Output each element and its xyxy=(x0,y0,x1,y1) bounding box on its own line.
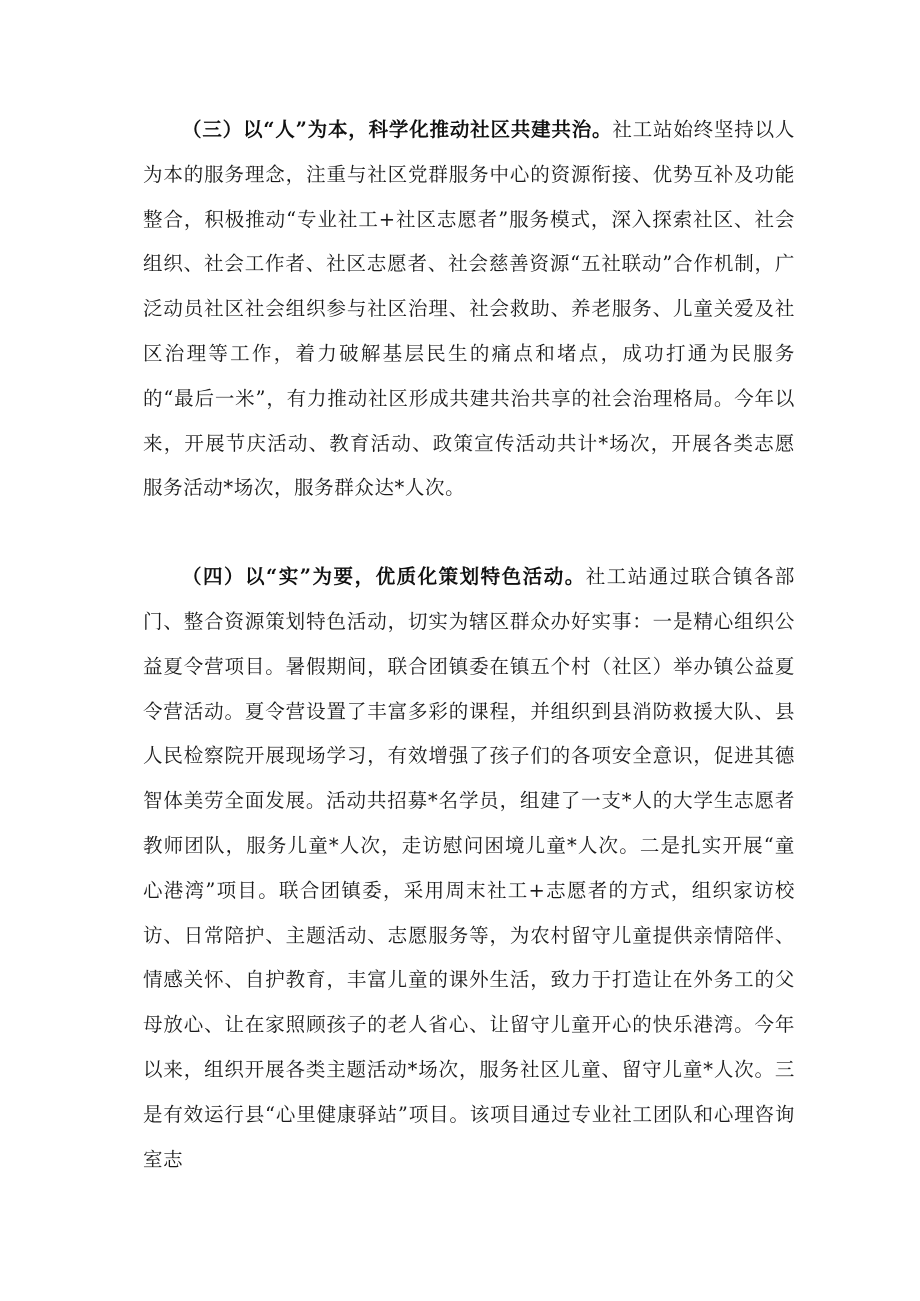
section-4-body: 社工站通过联合镇各部门、整合资源策划特色活动，切实为辖区群众办好实事：一是精心组织公益夏令营项目。暑假期间，联合团镇委在镇五个村（社区）举办镇公益夏令营活动。夏令营设置了丰富多彩的课程，并组织到县消防救援大队、县人民检察院开展现场学习，有效增强了孩子们的各项安全意识，促进其德智体美劳全面发展。活动共招募*名学员，组建了一支*人的大学生志愿者教师团队，服务儿童*人次，走访慰问困境儿童*人次。二是扎实开展“童心港湾”项目。联合团镇委，采用周末社工+志愿者的方式，组织家访校访、日常陪护、主题活动、志愿服务等，为农村留守儿童提供亲情陪伴、情感关怀、自护教育，丰富儿童的课外生活，致力于打造让在外务工的父母放心、让在家照顾孩子的老人省心、让留守儿童开心的快乐港湾。今年以来，组织开展各类主题活动*场次，服务社区儿童、留守儿童*人次。三是有效运行县“心里健康驿站”项目。该项目通过专业社工团队和心理咨询室志 xyxy=(143,565,795,1171)
paragraph-section-4 xyxy=(143,555,795,1182)
section-3-heading: （三）以“人”为本，科学化推动社区共建共治。 xyxy=(182,118,613,141)
section-3-body: 社工站始终坚持以人为本的服务理念，注重与社区党群服务中心的资源衔接、优势互补及功能整合，积极推动“专业社工+社区志愿者”服务模式，深入探索社区、社会组织、社会工作者、社区志愿者、社会慈善资源“五社联动”合作机制，广泛动员社区社会组织参与社区治理、社会救助、养老服务、儿童关爱及社区治理等工作，着力破解基层民生的痛点和堵点，成功打通为民服务的“最后一米”，有力推动社区形成共建共治共享的社会治理格局。今年以来，开展节庆活动、教育活动、政策宣传活动共计*场次，开展各类志愿服务活动*场次，服务群众达*人次。 xyxy=(143,118,795,500)
paragraph-section-3 xyxy=(143,108,795,511)
document-body xyxy=(143,108,795,1182)
section-4-heading: （四）以“实”为要，优质化策划特色活动。 xyxy=(182,565,586,589)
